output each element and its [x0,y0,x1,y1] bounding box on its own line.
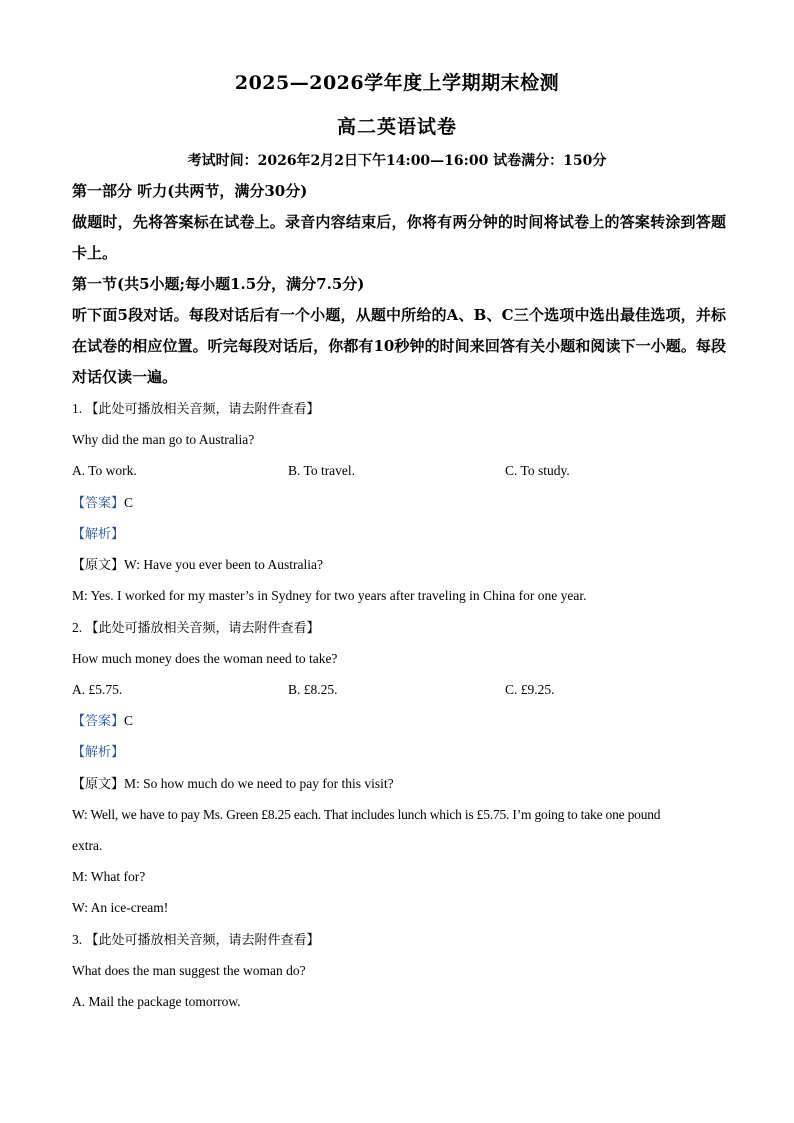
exam-info: 考试时间：2026年2月2日下午14:00—16:00 试卷满分：150分 [187,153,607,169]
question-2-text: How much money does the woman need to take? [72,651,338,666]
question-2-transcript-line-3: extra. [72,838,103,853]
section1-heading: 第一节(共5小题;每小题1.5分，满分7.5分) [72,275,365,293]
audio-play-note[interactable]: 【此处可播放相关音频，请去附件查看】 [85,933,320,948]
question-3-audio-line [72,924,732,956]
question-2-transcript-line-2: W: Well, we have to pay Ms. Green £8.25 each. That includes lunch which is £5.75. I’m going to take one pound [72,807,661,822]
question-2-option-a: A. £5.75. [72,682,123,697]
question-2-answer: C [124,713,134,728]
question-2-transcript-line-1: 【原文】M: So how much do we need to pay for this visit? [72,776,394,792]
audio-play-note[interactable]: 【此处可播放相关音频，请去附件查看】 [85,621,320,636]
question-1-transcript-line-2: M: Yes. I worked for my master’s in Sydney for two years after traveling in China for one year. [72,588,587,603]
question-1-audio-line [72,393,732,425]
question-2-analysis-line [72,736,732,768]
question-2-option-c: C. £9.25. [505,682,555,697]
question-1-option-a: A. To work. [72,463,137,478]
question-number: 1. [72,401,83,416]
part1-instructions: 做题时，先将答案标在试卷上。录音内容结束后，你将有两分钟的时间将试卷上的答案转涂到答题卡上。 [72,213,726,262]
question-2-answer-line [72,705,732,737]
exam-subtitle: 高二英语试卷 [336,116,457,138]
question-1-option-b: B. To travel. [288,463,356,478]
analysis-label: 【解析】 [72,527,125,542]
question-1-answer-line [72,487,732,519]
question-2-transcript-line-5: W: An ice-cream! [72,900,169,915]
answer-label: 【答案】 [72,496,125,511]
question-1-option-c: C. To study. [505,463,570,478]
question-1-answer: C [124,495,134,510]
analysis-label: 【解析】 [72,745,125,760]
audio-play-note[interactable]: 【此处可播放相关音频，请去附件查看】 [85,402,320,417]
question-3-text: What does the man suggest the woman do? [72,963,306,978]
section1-instructions: 听下面5段对话。每段对话后有一个小题，从题中所给的A、B、C三个选项中选出最佳选项，并标在试卷的相应位置。听完每段对话后，你都有10秒钟的时间来回答有关小题和阅读下一小题。每段对话仅读一遍。 [72,306,726,386]
question-1-transcript-line-1: 【原文】W: Have you ever been to Australia? [72,557,323,573]
question-number: 3. [72,932,83,947]
transcript-label: 【原文】 [72,558,125,573]
question-2-option-b: B. £8.25. [288,682,338,697]
answer-label: 【答案】 [72,714,125,729]
question-number: 2. [72,620,83,635]
question-2-audio-line [72,612,732,644]
part1-heading: 第一部分 听力(共两节，满分30分) [72,182,308,200]
question-3-option-a: A. Mail the package tomorrow. [72,994,241,1009]
exam-title: 2025—2026学年度上学期期末检测 [234,72,560,94]
question-1-text: Why did the man go to Australia? [72,432,255,447]
question-1-analysis-line [72,518,732,550]
transcript-label: 【原文】 [72,777,125,792]
question-2-transcript-line-4: M: What for? [72,869,146,884]
